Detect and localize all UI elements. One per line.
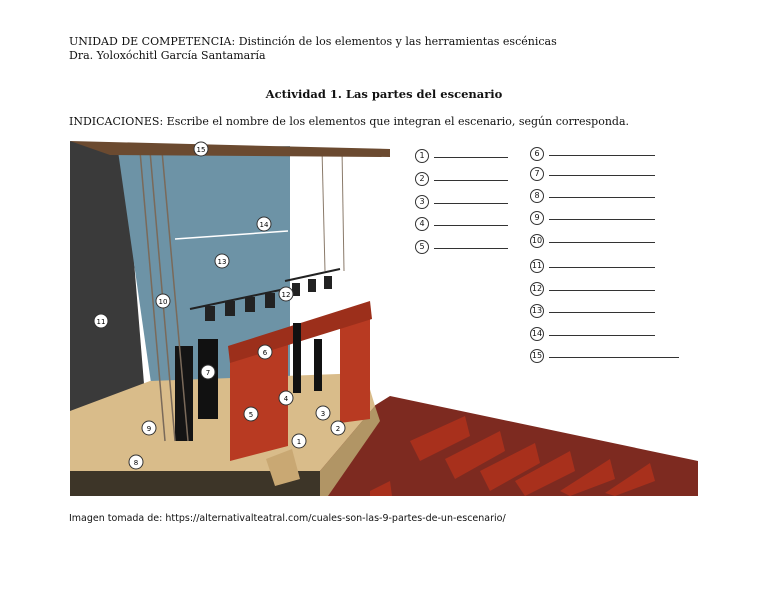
blank-number: 9: [530, 211, 544, 225]
activity-title: Actividad 1. Las partes del escenario: [265, 87, 503, 101]
blank-number: 3: [415, 195, 429, 209]
blank-number: 15: [530, 349, 544, 363]
marker-3: 3: [320, 410, 326, 418]
marker-15: 15: [196, 146, 206, 154]
blank-number: 6: [530, 147, 544, 161]
marker-13: 13: [217, 258, 227, 266]
blank-number: 12: [530, 282, 544, 296]
blank-number: 14: [530, 327, 544, 341]
blank-number: 5: [415, 240, 429, 254]
marker-2: 2: [335, 425, 341, 433]
blank-number: 13: [530, 304, 544, 318]
blank-number: 2: [415, 172, 429, 186]
blank-number: 10: [530, 234, 544, 248]
marker-1: 1: [296, 438, 302, 446]
marker-7: 7: [205, 369, 211, 377]
marker-6: 6: [262, 349, 268, 357]
blank-number: 8: [530, 189, 544, 203]
marker-14: 14: [259, 221, 269, 229]
marker-4: 4: [283, 395, 289, 403]
marker-11: 11: [96, 318, 106, 326]
marker-9: 9: [146, 425, 152, 433]
image-source-caption: Imagen tomada de: https://alternativalteatral.com/cuales-son-las-9-partes-de-un-escenario/: [69, 513, 506, 524]
unit-heading: UNIDAD DE COMPETENCIA: Distinción de los elementos y las herramientas escénicas: [69, 35, 557, 48]
marker-8: 8: [133, 459, 139, 467]
blank-number: 1: [415, 149, 429, 163]
blank-number: 11: [530, 259, 544, 273]
author-name: Dra. Yoloxóchitl García Santamaría: [69, 49, 266, 62]
marker-12: 12: [281, 291, 291, 299]
stage-illustration: [70, 141, 698, 496]
marker-10: 10: [158, 298, 168, 306]
instructions: INDICACIONES: Escribe el nombre de los elementos que integran el escenario, según corresponda.: [69, 115, 630, 128]
blank-number: 7: [530, 167, 544, 181]
blank-number: 4: [415, 217, 429, 231]
marker-5: 5: [248, 411, 254, 419]
